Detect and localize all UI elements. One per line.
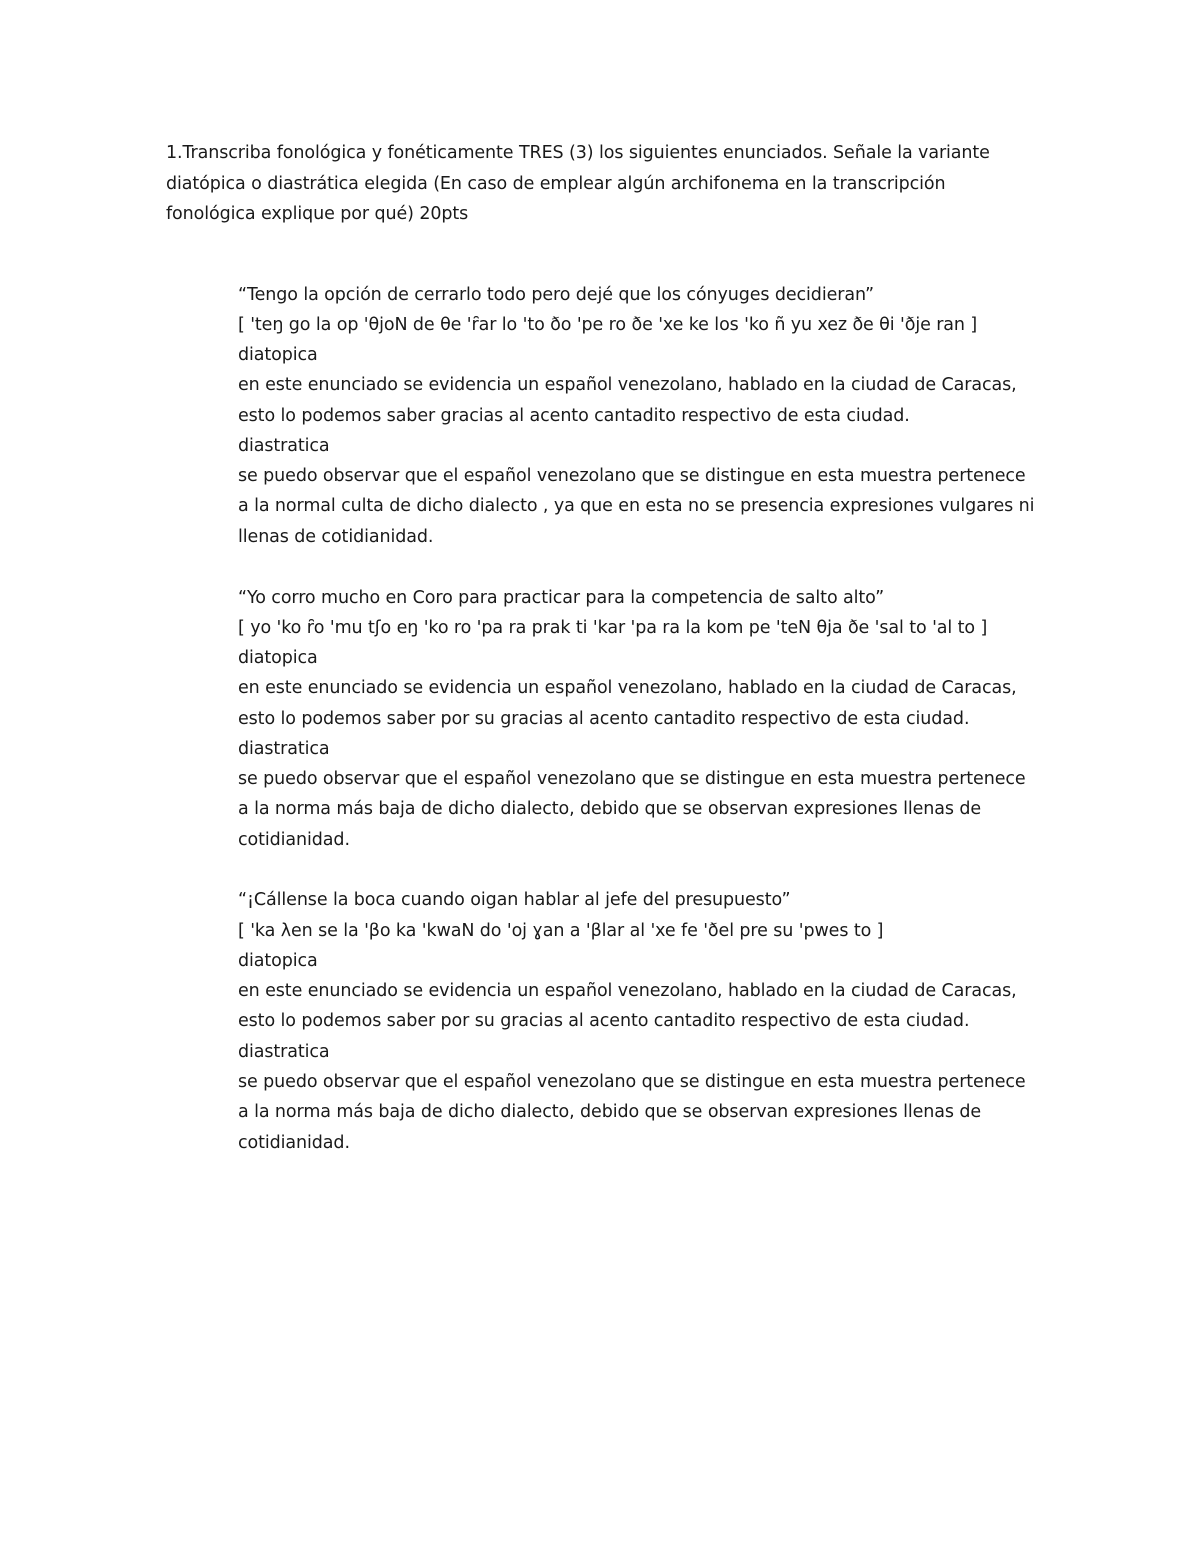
answer-3-diatopica-line-2: esto lo podemos saber por su gracias al acento cantadito respectivo de esta ciudad.: [238, 1011, 970, 1031]
answer-1-transcription: [ 'teŋ go la op 'θjoN de θe 'ȓar lo 'to ðo 'pe ro ðe 'xe ke los 'ko ñ yu xez ðe θi 'ðje ran ]: [238, 315, 978, 335]
answer-1-diastratica-line-2: a la normal culta de dicho dialecto , ya que en esta no se presencia expresiones vulgares ni: [238, 496, 1035, 516]
answer-2-diatopica-line-1: en este enunciado se evidencia un español venezolano, hablado en la ciudad de Caracas,: [238, 678, 1017, 698]
answer-1-diastratica-line-1: se puedo observar que el español venezolano que se distingue en esta muestra pertenece: [238, 466, 1026, 486]
answer-2-diastratica-label: diastratica: [238, 739, 330, 759]
answer-1-diatopica-line-2: esto lo podemos saber gracias al acento cantadito respectivo de esta ciudad.: [238, 406, 910, 426]
answer-1-sentence: “Tengo la opción de cerrarlo todo pero dejé que los cónyuges decidieran”: [238, 285, 874, 305]
answer-2-diatopica-label: diatopica: [238, 648, 318, 668]
answer-3-diastratica-label: diastratica: [238, 1042, 330, 1062]
answer-3-diatopica-line-1: en este enunciado se evidencia un español venezolano, hablado en la ciudad de Caracas,: [238, 981, 1017, 1001]
answer-1-diastratica-label: diastratica: [238, 436, 330, 456]
answer-1-diatopica-label: diatopica: [238, 345, 318, 365]
answer-1-diatopica-line-1: en este enunciado se evidencia un español venezolano, hablado en la ciudad de Caracas,: [238, 375, 1017, 395]
answer-2-diastratica-line-2: a la norma más baja de dicho dialecto, debido que se observan expresiones llenas de: [238, 799, 982, 819]
question-line-2: diatópica o diastrática elegida (En caso de emplear algún archifonema en la transcripción: [166, 174, 946, 194]
question-line-1: 1.Transcriba fonológica y fonéticamente TRES (3) los siguientes enunciados. Señale la variante: [166, 143, 990, 163]
answer-2-sentence: “Yo corro mucho en Coro para practicar para la competencia de salto alto”: [238, 588, 885, 608]
answer-3-sentence: “¡Cállense la boca cuando oigan hablar al jefe del presupuesto”: [238, 890, 791, 910]
answer-1-diastratica-line-3: llenas de cotidianidad.: [238, 527, 434, 547]
answer-2-transcription: [ yo 'ko ȓo 'mu tʃo eŋ 'ko ro 'pa ra prak ti 'kar 'pa ra la kom pe 'teN θja ðe 'sal to 'al to ]: [238, 618, 988, 638]
answer-3-diastratica-line-2: a la norma más baja de dicho dialecto, debido que se observan expresiones llenas de: [238, 1102, 982, 1122]
question-line-3: fonológica explique por qué) 20pts: [166, 204, 469, 224]
answer-3-diastratica-line-1: se puedo observar que el español venezolano que se distingue en esta muestra pertenece: [238, 1072, 1026, 1092]
answer-3-transcription: [ 'ka λen se la 'βo ka 'kwaN do 'oj ɣan a 'βlar al 'xe fe 'ðel pre su 'pwes to ]: [238, 921, 884, 941]
answer-3-diatopica-label: diatopica: [238, 951, 318, 971]
answer-2-diastratica-line-3: cotidianidad.: [238, 830, 350, 850]
answer-3-diastratica-line-3: cotidianidad.: [238, 1133, 350, 1153]
answer-2-diatopica-line-2: esto lo podemos saber por su gracias al acento cantadito respectivo de esta ciudad.: [238, 709, 970, 729]
answer-2-diastratica-line-1: se puedo observar que el español venezolano que se distingue en esta muestra pertenece: [238, 769, 1026, 789]
